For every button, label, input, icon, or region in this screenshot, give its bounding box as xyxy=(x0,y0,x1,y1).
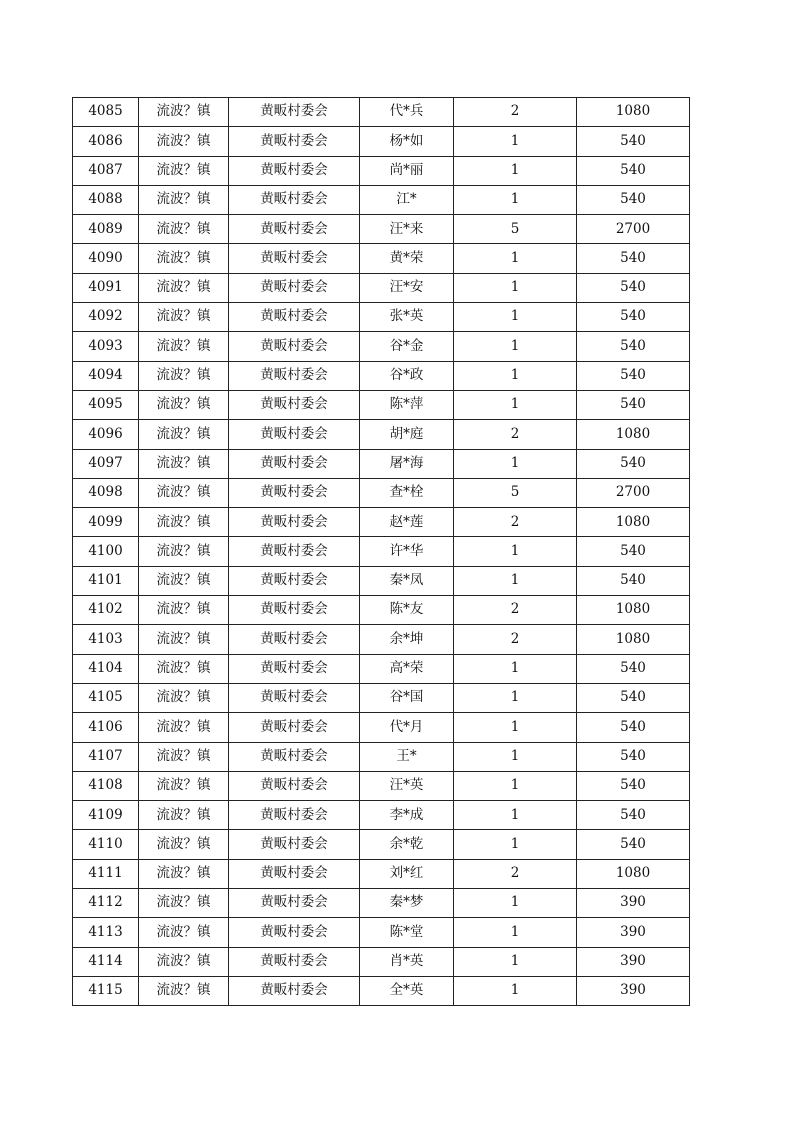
row-number-cell: 4115 xyxy=(73,976,139,1005)
row-number-cell: 4112 xyxy=(73,889,139,918)
town-cell: 流波？镇 xyxy=(139,537,229,566)
town-cell: 流波？镇 xyxy=(139,976,229,1005)
count-cell: 1 xyxy=(454,801,577,830)
count-cell: 1 xyxy=(454,361,577,390)
count-cell: 1 xyxy=(454,918,577,947)
name-cell: 赵*莲 xyxy=(360,508,454,537)
row-number-cell: 4102 xyxy=(73,596,139,625)
village-committee-cell: 黄畈村委会 xyxy=(229,420,360,449)
amount-cell: 1080 xyxy=(577,596,690,625)
name-cell: 高*荣 xyxy=(360,654,454,683)
village-committee-cell: 黄畈村委会 xyxy=(229,566,360,595)
count-cell: 1 xyxy=(454,683,577,712)
row-number-cell: 4114 xyxy=(73,947,139,976)
amount-cell: 540 xyxy=(577,566,690,595)
table-row xyxy=(73,742,690,771)
table-row xyxy=(73,449,690,478)
village-committee-cell: 黄畈村委会 xyxy=(229,683,360,712)
table-row xyxy=(73,683,690,712)
table-row xyxy=(73,713,690,742)
row-number-cell: 4093 xyxy=(73,332,139,361)
name-cell: 张*英 xyxy=(360,303,454,332)
row-number-cell: 4087 xyxy=(73,156,139,185)
amount-cell: 540 xyxy=(577,830,690,859)
town-cell: 流波？镇 xyxy=(139,508,229,537)
village-committee-cell: 黄畈村委会 xyxy=(229,361,360,390)
data-table xyxy=(72,97,690,1006)
name-cell: 屠*海 xyxy=(360,449,454,478)
count-cell: 1 xyxy=(454,742,577,771)
town-cell: 流波？镇 xyxy=(139,859,229,888)
amount-cell: 1080 xyxy=(577,98,690,127)
village-committee-cell: 黄畈村委会 xyxy=(229,801,360,830)
name-cell: 谷*国 xyxy=(360,683,454,712)
amount-cell: 540 xyxy=(577,713,690,742)
town-cell: 流波？镇 xyxy=(139,771,229,800)
count-cell: 1 xyxy=(454,976,577,1005)
amount-cell: 1080 xyxy=(577,625,690,654)
village-committee-cell: 黄畈村委会 xyxy=(229,625,360,654)
table-row xyxy=(73,947,690,976)
amount-cell: 540 xyxy=(577,303,690,332)
amount-cell: 390 xyxy=(577,976,690,1005)
row-number-cell: 4095 xyxy=(73,390,139,419)
count-cell: 1 xyxy=(454,713,577,742)
count-cell: 1 xyxy=(454,244,577,273)
row-number-cell: 4092 xyxy=(73,303,139,332)
name-cell: 胡*庭 xyxy=(360,420,454,449)
town-cell: 流波？镇 xyxy=(139,801,229,830)
row-number-cell: 4097 xyxy=(73,449,139,478)
town-cell: 流波？镇 xyxy=(139,127,229,156)
table-row xyxy=(73,361,690,390)
town-cell: 流波？镇 xyxy=(139,449,229,478)
town-cell: 流波？镇 xyxy=(139,361,229,390)
table-row xyxy=(73,625,690,654)
amount-cell: 540 xyxy=(577,273,690,302)
town-cell: 流波？镇 xyxy=(139,918,229,947)
table-row xyxy=(73,156,690,185)
count-cell: 1 xyxy=(454,537,577,566)
table-row xyxy=(73,771,690,800)
name-cell: 谷*政 xyxy=(360,361,454,390)
name-cell: 陈*萍 xyxy=(360,390,454,419)
table-row xyxy=(73,420,690,449)
name-cell: 谷*金 xyxy=(360,332,454,361)
amount-cell: 1080 xyxy=(577,420,690,449)
table-row xyxy=(73,303,690,332)
amount-cell: 2700 xyxy=(577,215,690,244)
amount-cell: 540 xyxy=(577,185,690,214)
amount-cell: 540 xyxy=(577,361,690,390)
amount-cell: 540 xyxy=(577,801,690,830)
row-number-cell: 4109 xyxy=(73,801,139,830)
count-cell: 2 xyxy=(454,420,577,449)
village-committee-cell: 黄畈村委会 xyxy=(229,918,360,947)
table-row xyxy=(73,273,690,302)
name-cell: 代*兵 xyxy=(360,98,454,127)
row-number-cell: 4106 xyxy=(73,713,139,742)
village-committee-cell: 黄畈村委会 xyxy=(229,303,360,332)
table-row xyxy=(73,801,690,830)
town-cell: 流波？镇 xyxy=(139,156,229,185)
table-row xyxy=(73,332,690,361)
village-committee-cell: 黄畈村委会 xyxy=(229,244,360,273)
amount-cell: 540 xyxy=(577,742,690,771)
town-cell: 流波？镇 xyxy=(139,332,229,361)
table-row xyxy=(73,244,690,273)
table-row xyxy=(73,390,690,419)
town-cell: 流波？镇 xyxy=(139,566,229,595)
row-number-cell: 4090 xyxy=(73,244,139,273)
count-cell: 2 xyxy=(454,98,577,127)
amount-cell: 2700 xyxy=(577,478,690,507)
amount-cell: 540 xyxy=(577,332,690,361)
name-cell: 陈*友 xyxy=(360,596,454,625)
village-committee-cell: 黄畈村委会 xyxy=(229,185,360,214)
name-cell: 代*月 xyxy=(360,713,454,742)
count-cell: 1 xyxy=(454,654,577,683)
name-cell: 王* xyxy=(360,742,454,771)
count-cell: 2 xyxy=(454,596,577,625)
amount-cell: 540 xyxy=(577,449,690,478)
village-committee-cell: 黄畈村委会 xyxy=(229,508,360,537)
count-cell: 1 xyxy=(454,947,577,976)
town-cell: 流波？镇 xyxy=(139,303,229,332)
amount-cell: 390 xyxy=(577,947,690,976)
table-row xyxy=(73,185,690,214)
count-cell: 2 xyxy=(454,625,577,654)
row-number-cell: 4103 xyxy=(73,625,139,654)
name-cell: 黄*荣 xyxy=(360,244,454,273)
amount-cell: 540 xyxy=(577,390,690,419)
count-cell: 1 xyxy=(454,889,577,918)
row-number-cell: 4089 xyxy=(73,215,139,244)
name-cell: 江* xyxy=(360,185,454,214)
village-committee-cell: 黄畈村委会 xyxy=(229,859,360,888)
count-cell: 1 xyxy=(454,273,577,302)
village-committee-cell: 黄畈村委会 xyxy=(229,713,360,742)
amount-cell: 390 xyxy=(577,889,690,918)
town-cell: 流波？镇 xyxy=(139,625,229,654)
count-cell: 1 xyxy=(454,771,577,800)
town-cell: 流波？镇 xyxy=(139,244,229,273)
count-cell: 1 xyxy=(454,390,577,419)
table-row xyxy=(73,654,690,683)
table-row xyxy=(73,566,690,595)
count-cell: 2 xyxy=(454,508,577,537)
town-cell: 流波？镇 xyxy=(139,742,229,771)
row-number-cell: 4101 xyxy=(73,566,139,595)
row-number-cell: 4088 xyxy=(73,185,139,214)
table-row xyxy=(73,98,690,127)
name-cell: 陈*堂 xyxy=(360,918,454,947)
amount-cell: 540 xyxy=(577,537,690,566)
name-cell: 秦*梦 xyxy=(360,889,454,918)
village-committee-cell: 黄畈村委会 xyxy=(229,273,360,302)
name-cell: 秦*凤 xyxy=(360,566,454,595)
row-number-cell: 4110 xyxy=(73,830,139,859)
count-cell: 1 xyxy=(454,566,577,595)
village-committee-cell: 黄畈村委会 xyxy=(229,127,360,156)
village-committee-cell: 黄畈村委会 xyxy=(229,98,360,127)
count-cell: 1 xyxy=(454,303,577,332)
row-number-cell: 4104 xyxy=(73,654,139,683)
name-cell: 余*乾 xyxy=(360,830,454,859)
village-committee-cell: 黄畈村委会 xyxy=(229,654,360,683)
name-cell: 刘*红 xyxy=(360,859,454,888)
town-cell: 流波？镇 xyxy=(139,215,229,244)
town-cell: 流波？镇 xyxy=(139,98,229,127)
table-row xyxy=(73,918,690,947)
count-cell: 1 xyxy=(454,449,577,478)
count-cell: 1 xyxy=(454,332,577,361)
table-row xyxy=(73,508,690,537)
village-committee-cell: 黄畈村委会 xyxy=(229,332,360,361)
amount-cell: 540 xyxy=(577,771,690,800)
town-cell: 流波？镇 xyxy=(139,947,229,976)
count-cell: 1 xyxy=(454,830,577,859)
row-number-cell: 4085 xyxy=(73,98,139,127)
town-cell: 流波？镇 xyxy=(139,273,229,302)
row-number-cell: 4108 xyxy=(73,771,139,800)
row-number-cell: 4107 xyxy=(73,742,139,771)
count-cell: 5 xyxy=(454,215,577,244)
village-committee-cell: 黄畈村委会 xyxy=(229,830,360,859)
row-number-cell: 4100 xyxy=(73,537,139,566)
table-row xyxy=(73,127,690,156)
village-committee-cell: 黄畈村委会 xyxy=(229,742,360,771)
amount-cell: 1080 xyxy=(577,859,690,888)
village-committee-cell: 黄畈村委会 xyxy=(229,478,360,507)
village-committee-cell: 黄畈村委会 xyxy=(229,156,360,185)
name-cell: 汪*英 xyxy=(360,771,454,800)
row-number-cell: 4086 xyxy=(73,127,139,156)
row-number-cell: 4099 xyxy=(73,508,139,537)
name-cell: 尚*丽 xyxy=(360,156,454,185)
town-cell: 流波？镇 xyxy=(139,596,229,625)
count-cell: 1 xyxy=(454,185,577,214)
name-cell: 查*栓 xyxy=(360,478,454,507)
name-cell: 杨*如 xyxy=(360,127,454,156)
table-row xyxy=(73,478,690,507)
town-cell: 流波？镇 xyxy=(139,830,229,859)
amount-cell: 540 xyxy=(577,683,690,712)
village-committee-cell: 黄畈村委会 xyxy=(229,390,360,419)
table-row xyxy=(73,889,690,918)
amount-cell: 1080 xyxy=(577,508,690,537)
row-number-cell: 4111 xyxy=(73,859,139,888)
village-committee-cell: 黄畈村委会 xyxy=(229,537,360,566)
table-row xyxy=(73,537,690,566)
amount-cell: 540 xyxy=(577,156,690,185)
village-committee-cell: 黄畈村委会 xyxy=(229,947,360,976)
village-committee-cell: 黄畈村委会 xyxy=(229,215,360,244)
amount-cell: 540 xyxy=(577,127,690,156)
village-committee-cell: 黄畈村委会 xyxy=(229,889,360,918)
row-number-cell: 4091 xyxy=(73,273,139,302)
name-cell: 李*成 xyxy=(360,801,454,830)
village-committee-cell: 黄畈村委会 xyxy=(229,976,360,1005)
town-cell: 流波？镇 xyxy=(139,889,229,918)
row-number-cell: 4113 xyxy=(73,918,139,947)
name-cell: 许*华 xyxy=(360,537,454,566)
town-cell: 流波？镇 xyxy=(139,713,229,742)
amount-cell: 390 xyxy=(577,918,690,947)
amount-cell: 540 xyxy=(577,244,690,273)
table-row xyxy=(73,976,690,1005)
name-cell: 全*英 xyxy=(360,976,454,1005)
town-cell: 流波？镇 xyxy=(139,185,229,214)
count-cell: 2 xyxy=(454,859,577,888)
table-row xyxy=(73,859,690,888)
name-cell: 汪*安 xyxy=(360,273,454,302)
town-cell: 流波？镇 xyxy=(139,683,229,712)
row-number-cell: 4105 xyxy=(73,683,139,712)
name-cell: 肖*英 xyxy=(360,947,454,976)
row-number-cell: 4096 xyxy=(73,420,139,449)
town-cell: 流波？镇 xyxy=(139,654,229,683)
name-cell: 汪*来 xyxy=(360,215,454,244)
count-cell: 5 xyxy=(454,478,577,507)
table-row xyxy=(73,596,690,625)
village-committee-cell: 黄畈村委会 xyxy=(229,771,360,800)
table-row xyxy=(73,830,690,859)
name-cell: 余*坤 xyxy=(360,625,454,654)
count-cell: 1 xyxy=(454,127,577,156)
town-cell: 流波？镇 xyxy=(139,478,229,507)
count-cell: 1 xyxy=(454,156,577,185)
town-cell: 流波？镇 xyxy=(139,420,229,449)
row-number-cell: 4094 xyxy=(73,361,139,390)
table-body xyxy=(73,98,690,1006)
village-committee-cell: 黄畈村委会 xyxy=(229,596,360,625)
row-number-cell: 4098 xyxy=(73,478,139,507)
village-committee-cell: 黄畈村委会 xyxy=(229,449,360,478)
table-row xyxy=(73,215,690,244)
town-cell: 流波？镇 xyxy=(139,390,229,419)
amount-cell: 540 xyxy=(577,654,690,683)
